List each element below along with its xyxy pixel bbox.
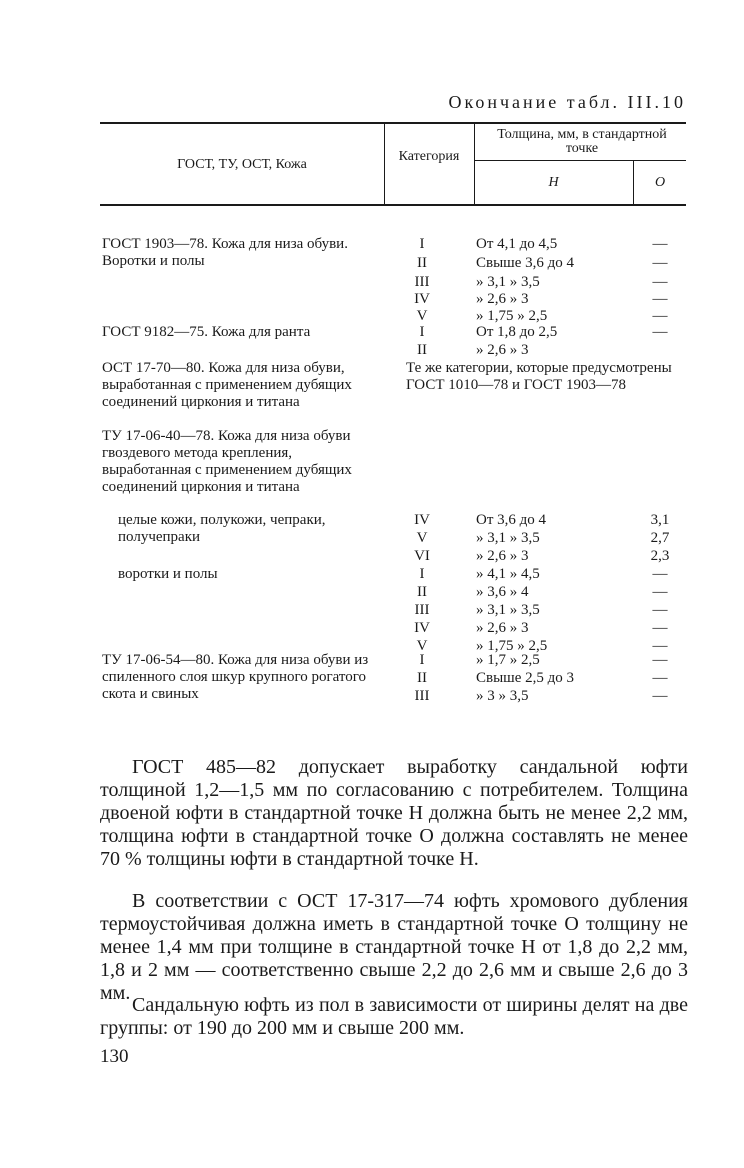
header-divider-2 [474,124,475,204]
row-thickness-h: Свыше 3,6 до 4 [476,255,575,271]
row-description: ГОСТ 1903—78. Кожа для низа обуви. Воротки и полы [102,236,348,269]
row-category: I [419,236,425,252]
row-thickness-o: — [652,584,668,600]
header-subdivider [474,160,686,161]
row-category: III [414,274,430,290]
row-thickness-o: 2,3 [650,548,670,564]
row-thickness-o: — [652,324,668,340]
row-category: IV [414,291,430,307]
row-thickness-o: — [652,308,668,324]
row-category-note: Те же категории, которые предусмотрены ГОСТ 1010—78 и ГОСТ 1903—78 [406,360,672,393]
row-category: IV [414,512,430,528]
row-thickness-h: Свыше 2,5 до 3 [476,670,575,686]
row-category: I [419,566,425,582]
paragraph-gost-485: ГОСТ 485—82 допускает выработку сандальной юфти толщиной 1,2—1,5 мм по согласованию с потребителем. Толщина двоеной юфти в стандартной точке H должна быть не менее 2,2 мм, толщина юфти в стандартной точке O должна составлять не менее 70 % толщины юфти в стандартной точке H. [100,756,688,870]
row-thickness-h: » 3,1 » 3,5 [476,530,540,546]
row-category: V [416,638,428,654]
row-thickness-o: — [652,652,668,668]
row-thickness-h: » 4,1 » 4,5 [476,566,540,582]
paragraph-sandal-groups: Сандальную юфть из пол в зависимости от ширины делят на две группы: от 190 до 200 мм и свыше 200 мм. [100,994,688,1039]
row-thickness-h: » 2,6 » 3 [476,620,529,636]
row-thickness-o: — [652,688,668,704]
row-category: IV [414,620,430,636]
row-thickness-h: » 3,6 » 4 [476,584,529,600]
row-thickness-h: От 4,1 до 4,5 [476,236,558,252]
row-description: ТУ 17-06-54—80. Кожа для низа обуви из спиленного слоя шкур крупного рогатого скота и свиных [102,652,369,702]
header-thickness: Толщина, мм, в стандартной точке [497,127,667,156]
row-category: II [417,342,427,358]
row-thickness-o: 2,7 [650,530,670,546]
row-thickness-h: » 3 » 3,5 [476,688,529,704]
row-category: I [419,652,425,668]
row-thickness-h: » 3,1 » 3,5 [476,602,540,618]
row-thickness-h: » 1,75 » 2,5 [476,308,548,324]
table-top-rule [100,122,686,124]
row-thickness-h: » 2,6 » 3 [476,342,529,358]
row-thickness-o: — [652,602,668,618]
row-category: II [417,670,427,686]
row-description: воротки и полы [118,566,218,582]
row-category: II [417,584,427,600]
row-thickness-o: — [652,236,668,252]
table-caption: Окончание табл. III.10 [448,92,686,112]
row-category: III [414,602,430,618]
row-thickness-h: » 2,6 » 3 [476,548,529,564]
row-thickness-o: 3,1 [650,512,670,528]
row-thickness-o: — [652,274,668,290]
header-divider-1 [384,124,385,204]
row-thickness-o: — [652,620,668,636]
row-thickness-o: — [652,566,668,582]
row-thickness-o: — [652,638,668,654]
header-point-o: O [654,175,666,190]
row-thickness-o: — [652,255,668,271]
row-thickness-h: » 3,1 » 3,5 [476,274,540,290]
row-description: ОСТ 17-70—80. Кожа для низа обуви, выработанная с применением дубящих соединений циркония и титана [102,360,352,410]
row-thickness-h: » 1,7 » 2,5 [476,652,540,668]
row-thickness-o: — [652,670,668,686]
header-point-h: H [548,175,559,190]
row-thickness-h: » 1,75 » 2,5 [476,638,548,654]
paragraph-ost-17-317: В соответствии с ОСТ 17-317—74 юфть хромового дубления термоустойчивая должна иметь в стандартной точке O толщину не менее 1,4 мм при толщине в стандартной точке H от 1,8 до 2,2 мм, 1,8 и 2 мм — соответственно свыше 2,2 до 2,6 мм и свыше 2,6 до 3 мм. [100,890,688,1004]
page-number: 130 [100,1046,129,1067]
row-category: I [419,324,425,340]
row-category: II [417,255,427,271]
table-header-bottom-rule [100,204,686,206]
row-thickness-h: » 2,6 » 3 [476,291,529,307]
header-category: Категория [398,149,460,164]
row-category: VI [414,548,430,564]
row-category: V [416,308,428,324]
row-thickness-h: От 3,6 до 4 [476,512,547,528]
row-description: ТУ 17-06-40—78. Кожа для низа обуви гвоздевого метода крепления, выработанная с применением дубящих соединений циркония и титана [102,428,352,495]
header-standard: ГОСТ, ТУ, ОСТ, Кожа [177,157,307,172]
row-description: ГОСТ 9182—75. Кожа для ранта [102,324,311,340]
row-thickness-h: От 1,8 до 2,5 [476,324,558,340]
row-category: V [416,530,428,546]
row-description: целые кожи, полукожи, чепраки, получепраки [118,512,326,545]
row-category: III [414,688,430,704]
row-thickness-o: — [652,291,668,307]
